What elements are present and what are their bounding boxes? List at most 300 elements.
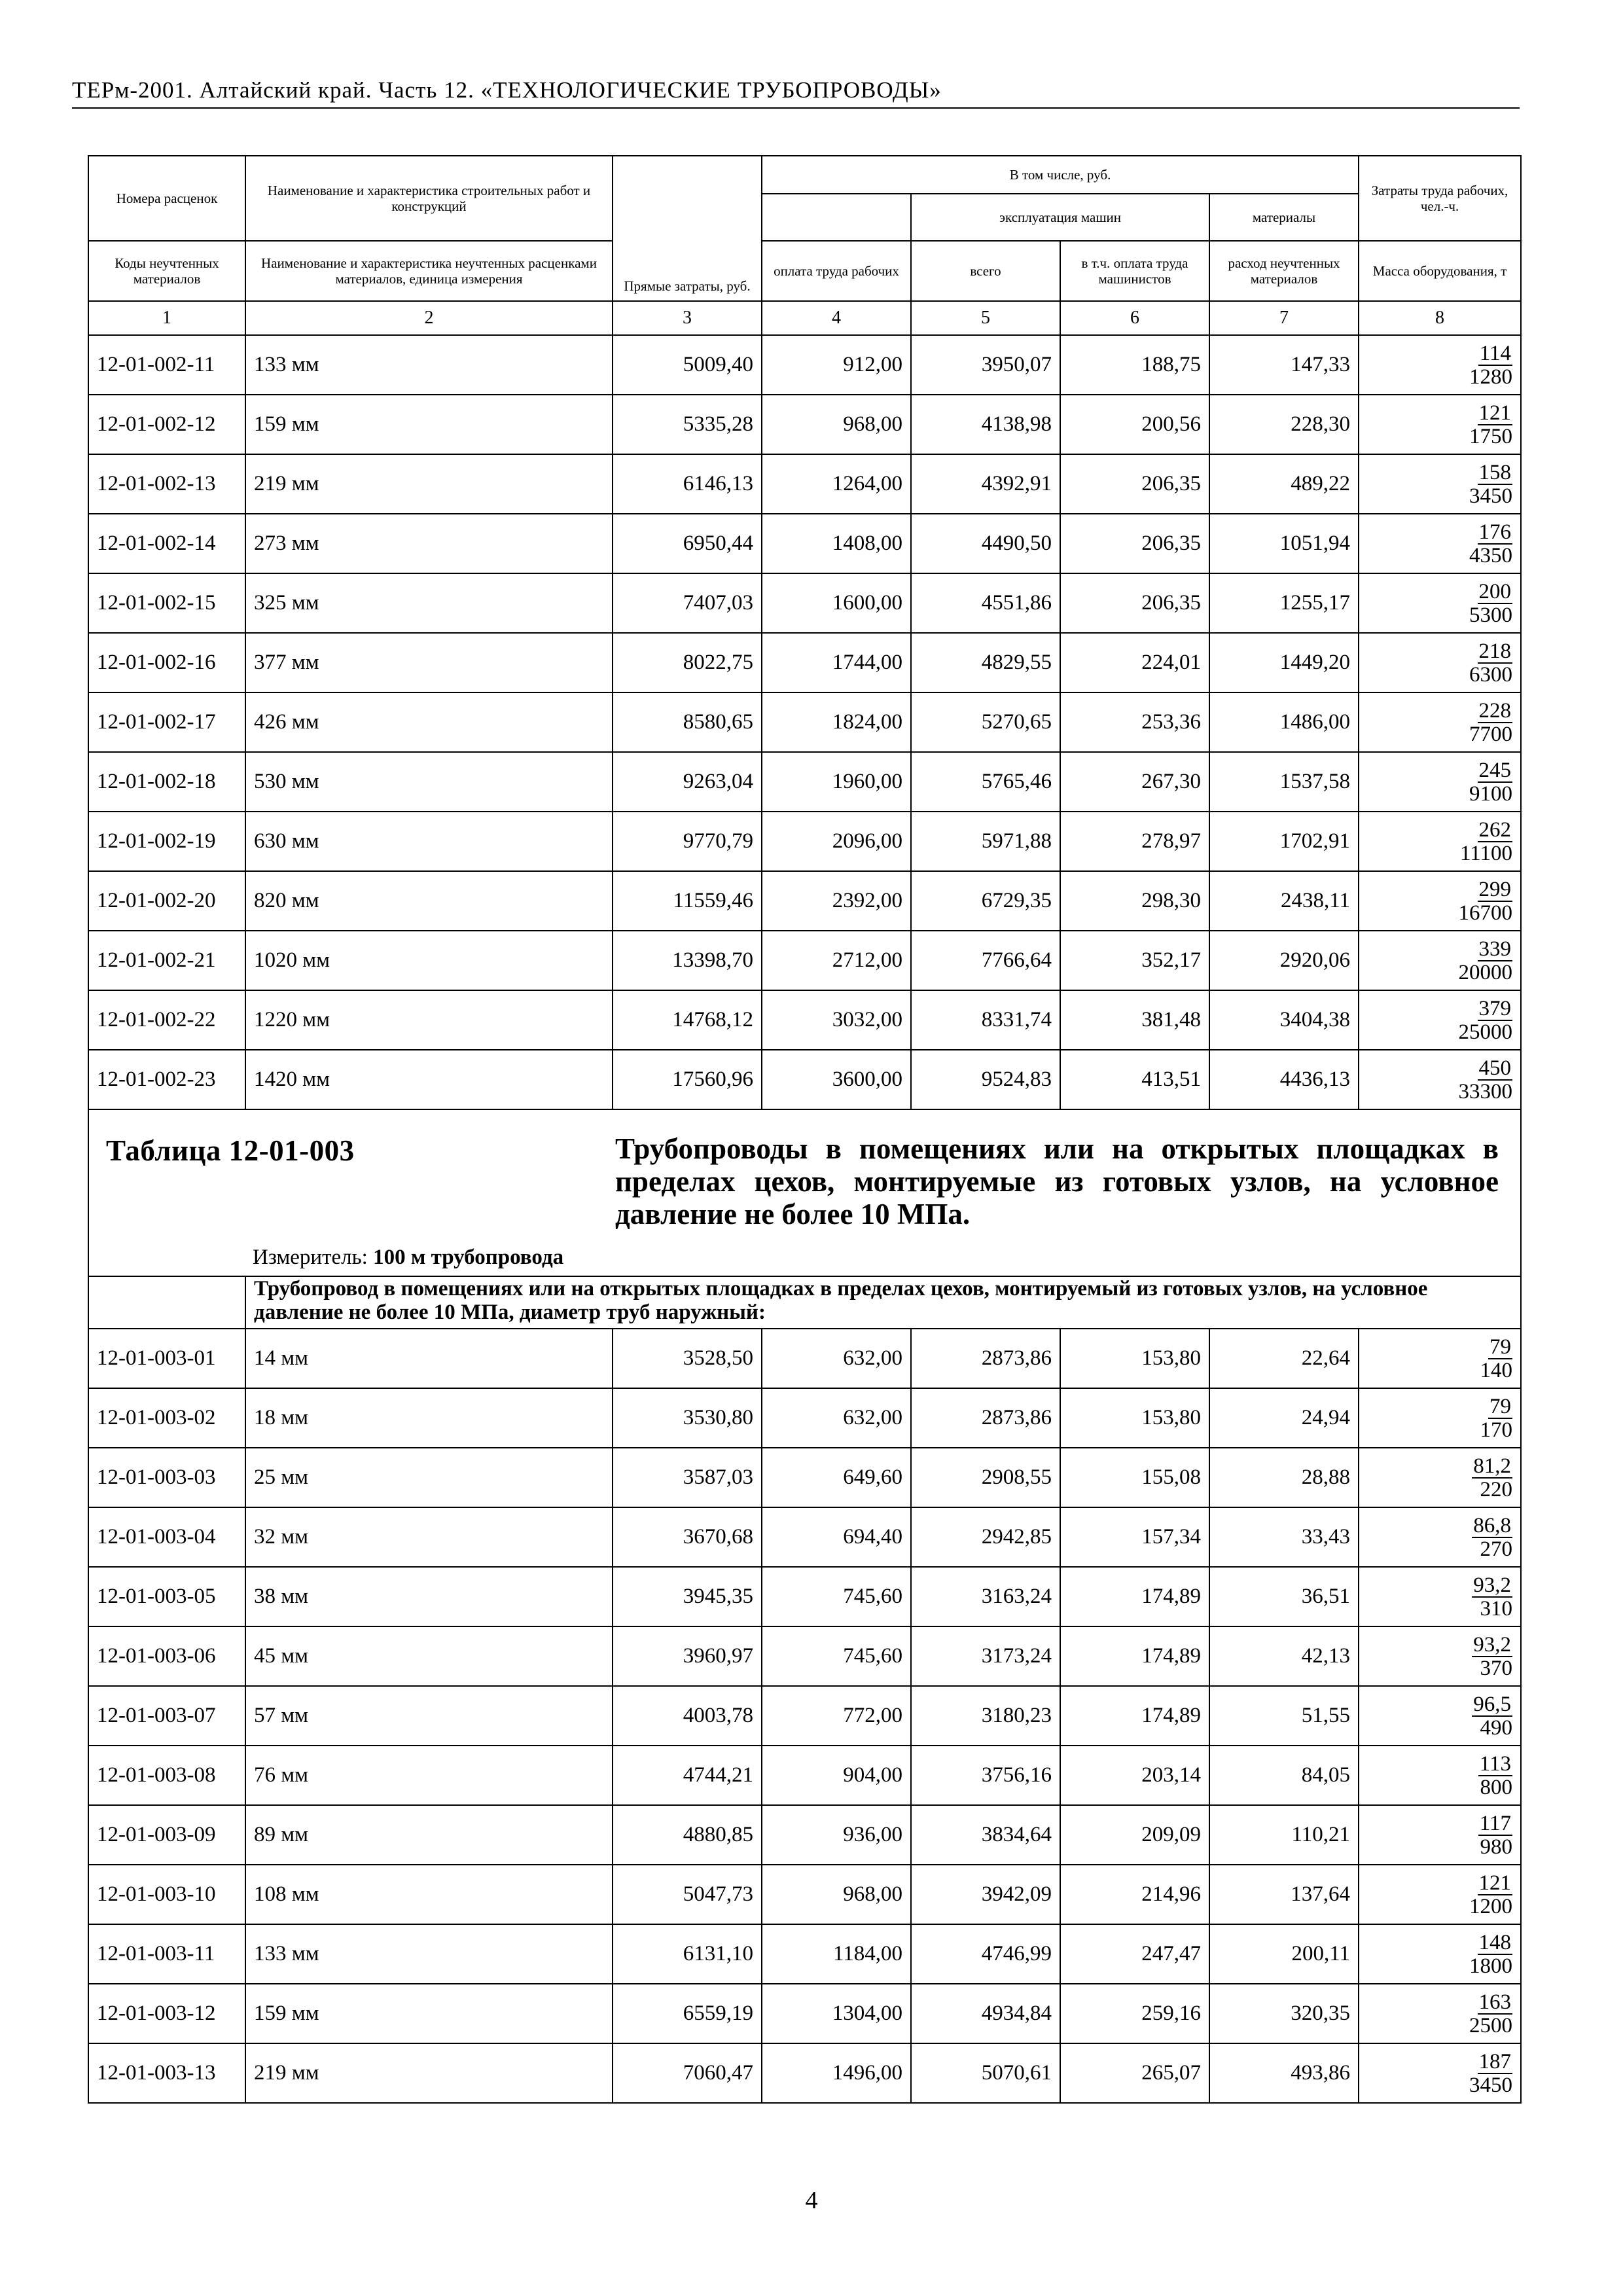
labor-mass-cell [1359,395,1521,454]
material-costs: 24,94 [1209,1388,1359,1448]
worker-pay: 1184,00 [762,1924,911,1984]
pipe-diameter: 108 мм [245,1865,613,1924]
rate-code: 12-01-003-04 [88,1507,245,1567]
labor-mass-cell [1359,692,1521,752]
table-row [88,1050,1521,1109]
material-costs: 3404,38 [1209,990,1359,1050]
direct-costs: 4744,21 [613,1746,762,1805]
labor-costs: 200 [1478,579,1512,603]
direct-costs: 5335,28 [613,395,762,454]
equipment-mass: 7700 [1469,722,1513,746]
machine-costs: 4138,98 [911,395,1060,454]
operator-pay: 224,01 [1060,633,1209,692]
pipe-diameter: 159 мм [245,395,613,454]
table-row [88,752,1521,812]
worker-pay: 2712,00 [762,931,911,990]
labor-costs: 245 [1478,758,1512,782]
col-material-usage: расход неучтенных материалов [1209,241,1359,301]
machine-costs: 5971,88 [911,812,1060,871]
direct-costs: 8580,65 [613,692,762,752]
rate-code: 12-01-003-07 [88,1686,245,1746]
worker-pay: 912,00 [762,335,911,395]
table-row [88,1448,1521,1507]
col-work-name: Наименование и характеристика строительных работ и конструкций [245,156,613,241]
pipe-diameter: 45 мм [245,1626,613,1686]
worker-pay: 2096,00 [762,812,911,871]
pipe-diameter: 377 мм [245,633,613,692]
direct-costs: 4003,78 [613,1686,762,1746]
operator-pay: 206,35 [1060,454,1209,514]
worker-pay: 1600,00 [762,573,911,633]
labor-costs: 163 [1478,1990,1512,2014]
equipment-mass: 4350 [1469,543,1513,567]
machine-costs: 4934,84 [911,1984,1060,2043]
labor-mass-cell [1359,454,1521,514]
machine-costs: 2908,55 [911,1448,1060,1507]
worker-pay: 1824,00 [762,692,911,752]
operator-pay: 265,07 [1060,2043,1209,2103]
operator-pay: 247,47 [1060,1924,1209,1984]
operator-pay: 278,97 [1060,812,1209,871]
subheading-row [88,1276,1521,1329]
labor-mass-cell [1359,1746,1521,1805]
page-header: ТЕРм-2001. Алтайский край. Часть 12. «ТЕХНОЛОГИЧЕСКИЕ ТРУБОПРОВОДЫ» [72,76,1520,109]
worker-pay: 1264,00 [762,454,911,514]
table-row [88,1746,1521,1805]
equipment-mass: 33300 [1458,1079,1513,1103]
pipe-diameter: 1420 мм [245,1050,613,1109]
labor-mass-cell [1359,990,1521,1050]
labor-costs: 81,2 [1473,1454,1512,1478]
rate-code: 12-01-003-13 [88,2043,245,2103]
machine-costs: 6729,35 [911,871,1060,931]
machine-costs: 3756,16 [911,1746,1060,1805]
pipe-diameter: 18 мм [245,1388,613,1448]
col-labor-costs: Затраты труда рабочих, чел.-ч. [1359,156,1521,241]
header-row-3 [88,241,1521,301]
column-number: 5 [911,301,1060,335]
labor-mass-cell [1359,1507,1521,1567]
table-row [88,931,1521,990]
worker-pay: 1304,00 [762,1984,911,2043]
labor-mass-cell [1359,1865,1521,1924]
labor-costs: 379 [1478,996,1512,1020]
column-number-row [88,301,1521,335]
table-row [88,395,1521,454]
table-row [88,454,1521,514]
labor-mass-cell [1359,1050,1521,1109]
equipment-mass: 220 [1480,1477,1513,1501]
machine-costs: 5765,46 [911,752,1060,812]
direct-costs: 3945,35 [613,1567,762,1626]
equipment-mass: 16700 [1458,901,1513,925]
table-row [88,1984,1521,2043]
labor-costs: 148 [1478,1930,1512,1954]
table-title: Таблица 12-01-003 [106,1134,355,1167]
pipe-diameter: 630 мм [245,812,613,871]
rate-code: 12-01-002-20 [88,871,245,931]
pipe-diameter: 38 мм [245,1567,613,1626]
equipment-mass: 370 [1480,1656,1513,1680]
machine-costs: 9524,83 [911,1050,1060,1109]
pipe-diameter: 133 мм [245,335,613,395]
equipment-mass: 310 [1480,1596,1513,1621]
rate-code: 12-01-002-19 [88,812,245,871]
rate-code: 12-01-003-06 [88,1626,245,1686]
operator-pay: 200,56 [1060,395,1209,454]
pipe-diameter: 57 мм [245,1686,613,1746]
labor-mass-cell [1359,573,1521,633]
worker-pay: 632,00 [762,1388,911,1448]
direct-costs: 6559,19 [613,1984,762,2043]
column-number: 7 [1209,301,1359,335]
table-003-heading [88,1109,1521,1276]
material-costs: 2438,11 [1209,871,1359,931]
table-description: Трубопроводы в помещениях или на открытых площадках в пределах цехов, монтируемые из готовых узлов, на условное давление не более 10 МПа. [615,1132,1499,1230]
equipment-mass: 1200 [1469,1894,1513,1918]
labor-costs: 339 [1478,937,1512,961]
material-costs: 2920,06 [1209,931,1359,990]
equipment-mass: 1750 [1469,424,1513,448]
labor-mass-cell [1359,752,1521,812]
rate-code: 12-01-002-15 [88,573,245,633]
operator-pay: 267,30 [1060,752,1209,812]
labor-mass-cell [1359,1448,1521,1507]
equipment-mass: 170 [1480,1418,1513,1442]
equipment-mass: 800 [1480,1775,1513,1799]
labor-mass-cell [1359,1984,1521,2043]
worker-pay: 3600,00 [762,1050,911,1109]
worker-pay: 2392,00 [762,871,911,931]
material-costs: 147,33 [1209,335,1359,395]
material-costs: 110,21 [1209,1805,1359,1865]
labor-costs: 79 [1489,1394,1512,1418]
rate-code: 12-01-002-13 [88,454,245,514]
table-row [88,1329,1521,1388]
pipe-diameter: 219 мм [245,2043,613,2103]
equipment-mass: 3450 [1469,484,1513,508]
equipment-mass: 20000 [1458,960,1513,984]
equipment-mass: 490 [1480,1715,1513,1740]
col-direct-costs: Прямые затраты, руб. [613,156,762,301]
direct-costs: 6131,10 [613,1924,762,1984]
machine-costs: 3163,24 [911,1567,1060,1626]
pipe-diameter: 530 мм [245,752,613,812]
labor-costs: 299 [1478,877,1512,901]
labor-costs: 450 [1478,1056,1512,1080]
labor-mass-cell [1359,1329,1521,1388]
machine-costs: 4551,86 [911,573,1060,633]
material-costs: 200,11 [1209,1924,1359,1984]
rate-code: 12-01-003-05 [88,1567,245,1626]
table-row [88,1686,1521,1746]
labor-mass-cell [1359,1686,1521,1746]
col-equipment-mass: Масса оборудования, т [1359,241,1521,301]
column-number: 4 [762,301,911,335]
material-costs: 28,88 [1209,1448,1359,1507]
labor-mass-cell [1359,335,1521,395]
equipment-mass: 1280 [1469,365,1513,389]
operator-pay: 188,75 [1060,335,1209,395]
table-row [88,1567,1521,1626]
equipment-mass: 3450 [1469,2073,1513,2097]
direct-costs: 9770,79 [613,812,762,871]
rate-code: 12-01-002-11 [88,335,245,395]
measure-value: 100 м трубопровода [373,1246,564,1269]
material-costs: 1051,94 [1209,514,1359,573]
direct-costs: 14768,12 [613,990,762,1050]
col-operator-pay: в т.ч. оплата труда машинистов [1060,241,1209,301]
pipe-diameter: 273 мм [245,514,613,573]
operator-pay: 352,17 [1060,931,1209,990]
labor-costs: 93,2 [1473,1632,1512,1657]
operator-pay: 153,80 [1060,1329,1209,1388]
machine-costs: 3173,24 [911,1626,1060,1686]
pipe-diameter: 426 мм [245,692,613,752]
direct-costs: 3960,97 [613,1626,762,1686]
labor-costs: 187 [1478,2049,1512,2073]
table-row [88,1865,1521,1924]
labor-costs: 228 [1478,698,1512,723]
material-costs: 1537,58 [1209,752,1359,812]
labor-costs: 262 [1478,817,1512,842]
labor-costs: 121 [1478,401,1512,425]
col-material-names: Наименование и характеристика неучтенных расценками материалов, единица измерения [245,241,613,301]
table-row [88,633,1521,692]
labor-mass-cell [1359,1388,1521,1448]
material-costs: 137,64 [1209,1865,1359,1924]
equipment-mass: 270 [1480,1537,1513,1561]
equipment-mass: 6300 [1469,662,1513,687]
machine-costs: 2942,85 [911,1507,1060,1567]
table-003-heading-row [88,1109,1521,1276]
col-worker-pay: оплата труда рабочих [762,241,911,301]
table-row [88,990,1521,1050]
material-costs: 1449,20 [1209,633,1359,692]
labor-costs: 158 [1478,460,1512,484]
labor-costs: 113 [1479,1751,1512,1776]
equipment-mass: 1800 [1469,1954,1513,1978]
machine-costs: 7766,64 [911,931,1060,990]
direct-costs: 8022,75 [613,633,762,692]
col-rate-numbers: Номера расценок [88,156,245,241]
worker-pay: 1496,00 [762,2043,911,2103]
table-row [88,871,1521,931]
machine-costs: 3834,64 [911,1805,1060,1865]
labor-mass-cell [1359,633,1521,692]
rate-code: 12-01-002-23 [88,1050,245,1109]
labor-mass-cell [1359,1626,1521,1686]
direct-costs: 3530,80 [613,1388,762,1448]
direct-costs: 3528,50 [613,1329,762,1388]
direct-costs: 3587,03 [613,1448,762,1507]
worker-pay: 772,00 [762,1686,911,1746]
worker-pay: 904,00 [762,1746,911,1805]
direct-costs: 11559,46 [613,871,762,931]
column-number: 3 [613,301,762,335]
table-row [88,1626,1521,1686]
worker-pay: 968,00 [762,395,911,454]
rate-code: 12-01-002-22 [88,990,245,1050]
pipe-diameter: 89 мм [245,1805,613,1865]
operator-pay: 155,08 [1060,1448,1209,1507]
labor-costs: 121 [1478,1871,1512,1895]
operator-pay: 153,80 [1060,1388,1209,1448]
table-row [88,1388,1521,1448]
equipment-mass: 980 [1480,1835,1513,1859]
labor-mass-cell [1359,2043,1521,2103]
table-row [88,335,1521,395]
measure-label: Измеритель: [253,1246,374,1269]
direct-costs: 7060,47 [613,2043,762,2103]
col-total: всего [911,241,1060,301]
direct-costs: 13398,70 [613,931,762,990]
machine-costs: 4490,50 [911,514,1060,573]
machine-costs: 3180,23 [911,1686,1060,1746]
col-material-codes: Коды неучтенных материалов [88,241,245,301]
machine-costs: 3942,09 [911,1865,1060,1924]
machine-costs: 8331,74 [911,990,1060,1050]
rate-code: 12-01-003-08 [88,1746,245,1805]
rate-code: 12-01-003-09 [88,1805,245,1865]
material-costs: 4436,13 [1209,1050,1359,1109]
operator-pay: 174,89 [1060,1686,1209,1746]
direct-costs: 5009,40 [613,335,762,395]
operator-pay: 253,36 [1060,692,1209,752]
rates-table [88,155,1522,2104]
pipe-diameter: 325 мм [245,573,613,633]
direct-costs: 17560,96 [613,1050,762,1109]
labor-costs: 96,5 [1473,1692,1512,1716]
labor-costs: 114 [1479,341,1512,365]
operator-pay: 203,14 [1060,1746,1209,1805]
material-costs: 489,22 [1209,454,1359,514]
rate-code: 12-01-002-17 [88,692,245,752]
pipe-diameter: 14 мм [245,1329,613,1388]
material-costs: 42,13 [1209,1626,1359,1686]
material-costs: 493,86 [1209,2043,1359,2103]
machine-costs: 5070,61 [911,2043,1060,2103]
pipe-diameter: 820 мм [245,871,613,931]
pipe-diameter: 159 мм [245,1984,613,2043]
machine-costs: 2873,86 [911,1388,1060,1448]
labor-costs: 117 [1479,1811,1512,1835]
labor-costs: 218 [1478,639,1512,663]
material-costs: 1486,00 [1209,692,1359,752]
equipment-mass: 9100 [1469,781,1513,806]
column-number: 1 [88,301,245,335]
pipe-diameter: 1220 мм [245,990,613,1050]
table-body [88,156,1521,2103]
labor-mass-cell [1359,931,1521,990]
worker-pay: 1408,00 [762,514,911,573]
rate-code: 12-01-003-01 [88,1329,245,1388]
worker-pay: 3032,00 [762,990,911,1050]
machine-costs: 4392,91 [911,454,1060,514]
table-row [88,812,1521,871]
equipment-mass: 5300 [1469,603,1513,627]
col-machine-operation: эксплуатация машин [911,194,1209,241]
machine-costs: 4746,99 [911,1924,1060,1984]
material-costs: 33,43 [1209,1507,1359,1567]
material-costs: 22,64 [1209,1329,1359,1388]
pipe-diameter: 32 мм [245,1507,613,1567]
direct-costs: 3670,68 [613,1507,762,1567]
material-costs: 1255,17 [1209,573,1359,633]
labor-mass-cell [1359,1805,1521,1865]
measure-unit [253,1246,563,1270]
worker-pay: 649,60 [762,1448,911,1507]
machine-costs: 2873,86 [911,1329,1060,1388]
operator-pay: 206,35 [1060,514,1209,573]
labor-costs: 79 [1489,1335,1512,1359]
table-row [88,514,1521,573]
operator-pay: 214,96 [1060,1865,1209,1924]
labor-mass-cell [1359,1924,1521,1984]
pipe-diameter: 25 мм [245,1448,613,1507]
operator-pay: 381,48 [1060,990,1209,1050]
labor-mass-cell [1359,871,1521,931]
worker-pay: 968,00 [762,1865,911,1924]
table-row [88,1507,1521,1567]
column-number: 8 [1359,301,1521,335]
material-costs: 51,55 [1209,1686,1359,1746]
column-number: 2 [245,301,613,335]
direct-costs: 7407,03 [613,573,762,633]
worker-pay: 745,60 [762,1567,911,1626]
direct-costs: 9263,04 [613,752,762,812]
labor-costs: 86,8 [1473,1513,1512,1537]
labor-costs: 176 [1478,520,1512,544]
worker-pay: 1744,00 [762,633,911,692]
operator-pay: 157,34 [1060,1507,1209,1567]
col-including: В том числе, руб. [762,156,1359,194]
operator-pay: 206,35 [1060,573,1209,633]
worker-pay: 745,60 [762,1626,911,1686]
worker-pay: 1960,00 [762,752,911,812]
equipment-mass: 140 [1480,1358,1513,1382]
pipe-diameter: 133 мм [245,1924,613,1984]
rate-code: 12-01-003-02 [88,1388,245,1448]
pipe-diameter: 219 мм [245,454,613,514]
labor-mass-cell [1359,1567,1521,1626]
rate-code: 12-01-002-21 [88,931,245,990]
equipment-mass: 25000 [1458,1020,1513,1044]
section-subheading: Трубопровод в помещениях или на открытых площадках в пределах цехов, монтируемый из готовых узлов, на условное давление не более 10 МПа, диаметр труб наружный: [245,1276,1521,1329]
page-number: 4 [805,2187,818,2214]
operator-pay: 174,89 [1060,1567,1209,1626]
material-costs: 1702,91 [1209,812,1359,871]
machine-costs: 4829,55 [911,633,1060,692]
worker-pay: 694,40 [762,1507,911,1567]
table-row [88,573,1521,633]
rate-code: 12-01-002-18 [88,752,245,812]
equipment-mass: 2500 [1469,2013,1513,2037]
direct-costs: 5047,73 [613,1865,762,1924]
rate-code: 12-01-002-12 [88,395,245,454]
rate-code: 12-01-002-16 [88,633,245,692]
pipe-diameter: 1020 мм [245,931,613,990]
pipe-diameter: 76 мм [245,1746,613,1805]
labor-costs: 93,2 [1473,1573,1512,1597]
table-row [88,2043,1521,2103]
equipment-mass: 11100 [1459,841,1513,865]
worker-pay: 632,00 [762,1329,911,1388]
direct-costs: 6950,44 [613,514,762,573]
direct-costs: 4880,85 [613,1805,762,1865]
subheading-spacer [88,1276,245,1329]
material-costs: 84,05 [1209,1746,1359,1805]
